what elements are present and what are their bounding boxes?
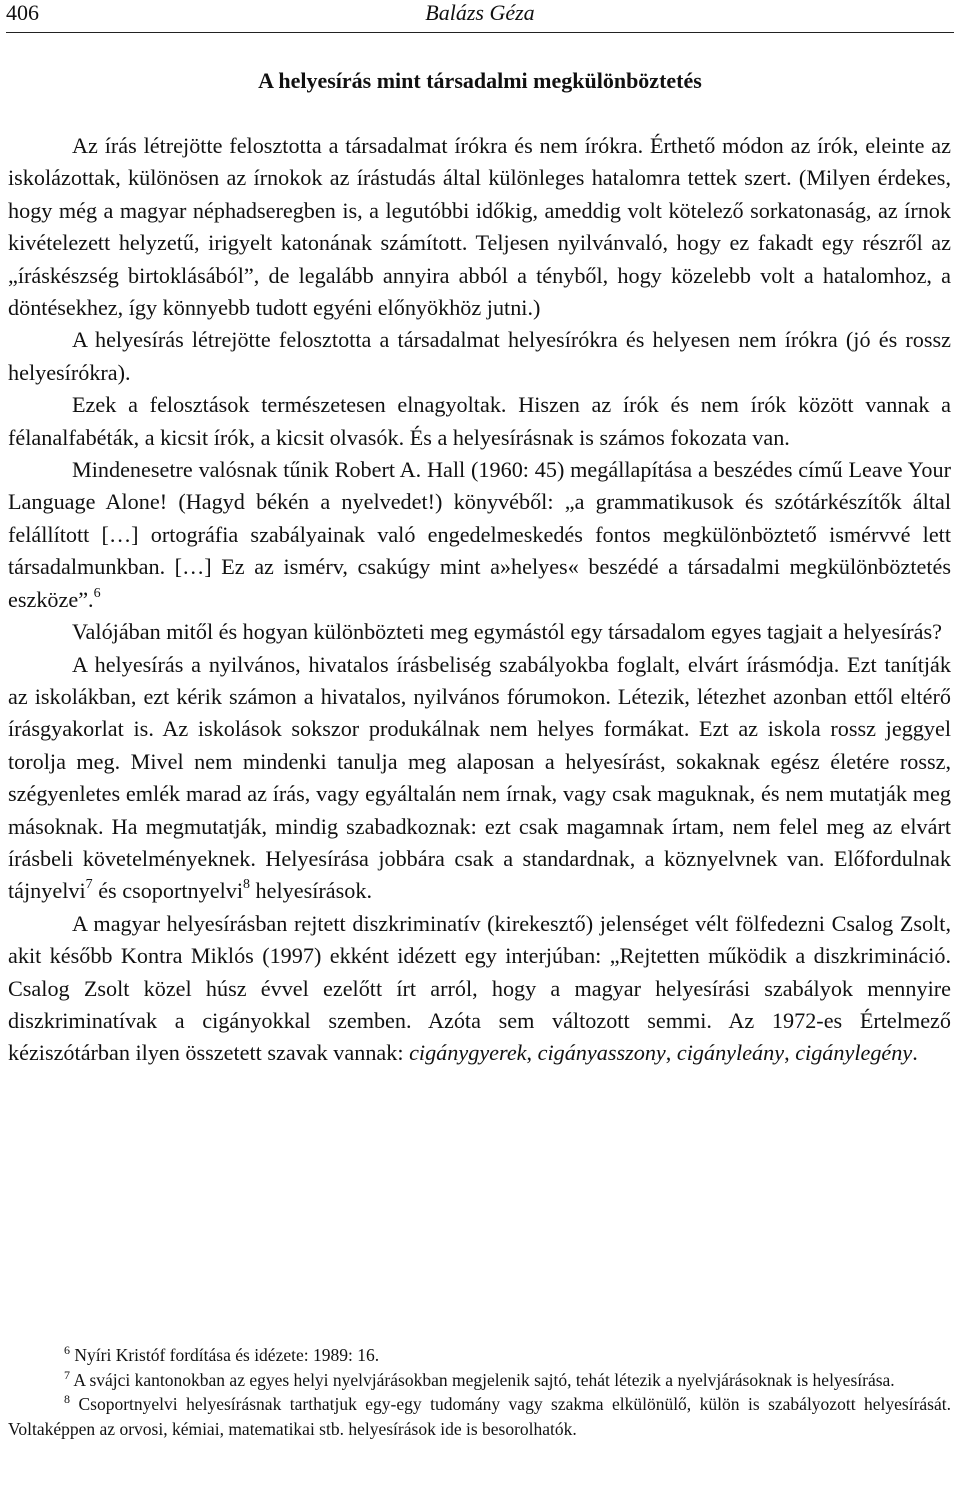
footnote-ref: 7 [85,877,93,893]
footnote [8,1343,951,1368]
page-number: 406 [6,0,39,25]
paragraph-text: A magyar helyesírásban rejtett diszkriminatív (kirekesztő) jelenséget vélt fölfedezni Csalog Zsolt, akit később Kontra Miklós (1997) ekként idézett egy interjúban: „Rejtetten működik a diszkrimináció. Csalog Zsolt közel húsz évvel ezelőtt írt arról, hogy a magyar helyesírási szabályok mennyire diszkriminatívak a cigányokkal szemben. Azóta sem változott semmi. Az 1972-es Értelmező kéziszótárban ilyen összetett szavak vannak: [8,910,951,1066]
footnote-number: 7 [64,1367,70,1382]
paragraph: Ezek a felosztások természetesen elnagyoltak. Hiszen az írók és nem írók között vannak a félanalfabéták, a kicsit írók, a kicsit olvasók. És a helyesírásnak is számos fokozata van. [8,392,951,450]
running-header [6,0,954,33]
body-text [8,130,951,1070]
footnote [8,1392,951,1441]
footnote-text: A svájci kantonokban az egyes helyi nyelvjárásokban megjelenik sajtó, tehát létezik a nyelvjárásoknak is helyesírása. [70,1369,895,1390]
paragraph: Az írás létrejötte felosztotta a társadalmat írókra és nem írókra. Érthető módon az írók, eleinte az iskolázottak, különösen az írnokok az írástudás által különleges hatalomra tettek szert. (Milyen érdekes, hogy még a magyar néphadseregben is, a legutóbbi időkig, ameddig volt kötelező sorkatonaság, az írnok kivételezett helyzetű, irigyelt katonának számított. Teljesen nyilvánvaló, hogy ez fakadt egy részről az „íráskészség birtoklásából”, de legalább annyira abból a tényből, hogy közelebb volt a hatalomhoz, a döntésekhez, így könnyebb tudott egyéni előnyökhöz jutni.) [8,133,951,321]
separator: , [526,1040,538,1066]
example-word: cigányasszony [537,1040,666,1066]
paragraph [8,908,951,1070]
paragraph: Valójában mitől és hogyan különbözteti meg egymástól egy társadalom egyes tagjait a helyesírás? [72,619,942,645]
example-word: cigányleány [676,1040,785,1066]
section-title: A helyesírás mint társadalmi megkülönböztetés [258,68,702,93]
separator: , [784,1040,796,1066]
footnote-text: Csoportnyelvi helyesírásnak tarthatjuk egy-egy tudomány vagy szakma elkülönülő, külön is szabályozott helyesírását. Voltaképpen az orvosi, kémiai, matematikai stb. helyesírások ide is besorolhatók. [8,1394,951,1439]
footnote-ref: 8 [243,877,250,893]
paragraph-text: és csoportnyelvi [92,878,243,904]
footnotes [8,1343,951,1441]
footnote [8,1368,951,1393]
footnote-text: Nyíri Kristóf fordítása és idézete: 1989: 16. [70,1345,380,1365]
footnote-ref: 6 [93,585,101,601]
running-author: Balázs Géza [425,0,535,25]
example-word: cigánylegény [795,1040,913,1066]
paragraph-text: Mindenesetre valósnak tűnik Robert A. Hall (1960: 45) megállapítása a beszédes című Leave Your Language Alone! (Hagyd békén a nyelvedet!) könyvéből: „a grammatikusok és szótárkészítők által felállított […] ortográfia szabályainak való engedelmeskedés fontos megkülönböztető ismérvvé lett társadalmunkban. […] Ez az ismérv, csakúgy mint a»helyes« beszédé a társadalmi megkülönböztetés eszköze”. [8,457,951,612]
footnote-number: 6 [64,1343,70,1357]
separator: , [665,1040,677,1066]
paragraph [8,454,951,616]
sentence-end: . [912,1040,918,1066]
footnote-number: 8 [64,1392,70,1407]
paragraph: A helyesírás létrejötte felosztotta a társadalmat helyesírókra és helyesen nem írókra (jó és rossz helyesírókra). [8,327,951,385]
paragraph [8,649,951,908]
example-word: cigánygyerek [409,1040,527,1066]
paragraph-text: A helyesírás a nyilvános, hivatalos írásbeliség szabályokba foglalt, elvárt írásmódja. Ezt tanítják az iskolákban, ezt kérik számon a hivatalos, nyilvános fórumokon. Létezik, létezhet azonban ettől eltérő írásgyakorlat is. Az iskolások sokszor produkálnak nem helyes formákat. Ezt az iskola rossz jeggyel torolja meg. Mivel nem mindenki tanulja meg alaposan a helyesírást, sokaknak egész életére rossz, szégyenletes emlék marad az írás, vagy egyáltalán nem írnak, vagy csak maguknak, és nem mutatják meg másoknak. Ha megmutatják, mindig szabadkoznak: ezt csak magamnak írtam, nem felel meg az elvárt írásbeli követelményeknek. Helyesírása jobbára csak a standardnak, a köznyelvnek van. Előfordulnak tájnyelvi [8,651,951,904]
paragraph-text: helyesírások. [250,878,372,904]
